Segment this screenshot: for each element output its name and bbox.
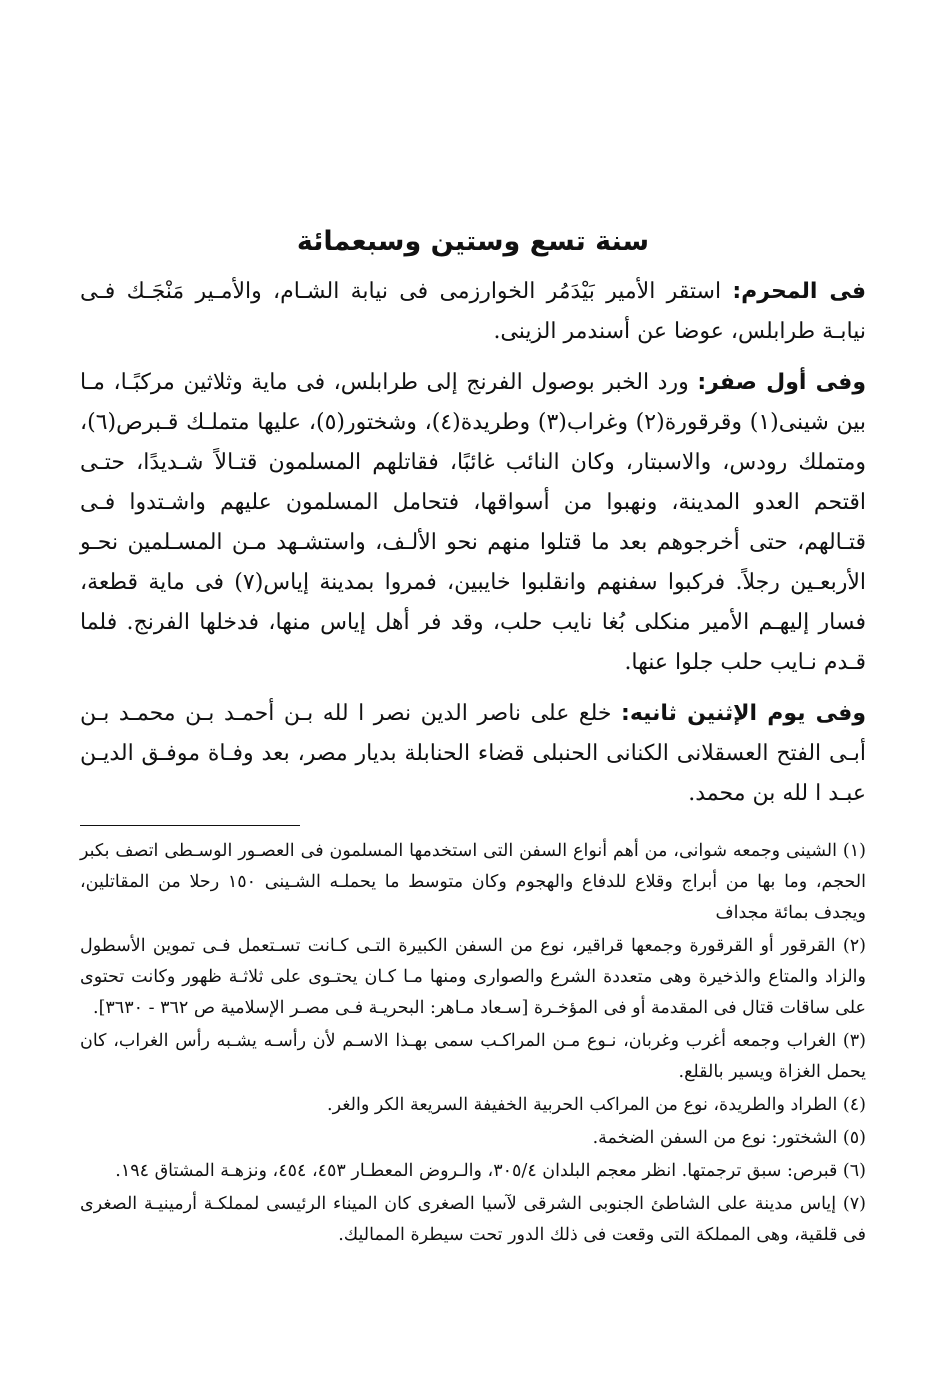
paragraph-text: خلع على ناصر الدين نصر ا لله بـن أحمـد بـن محمـد بـن أبـى الفتح العسقلانى الكنانى الحنبلى قضاء الحنابلة بديار مصر، بعد وفـاة موفـق الديـن عبـد ا لله بن محمد. [80, 701, 866, 806]
footnote-4: (٤) الطراد والطريدة، نوع من المراكب الحربية الخفيفة السريعة الكر والغر. [327, 1095, 866, 1115]
footnote-7: (٧) إياس مدينة على الشاطئ الجنوبى الشرقى لآسيا الصغرى كان الميناء الرئيسى لمملكـة أرمينيـة الصغرى فى قلقية، وهى المملكة التى وقعت فى ذلك الدور تحت سيطرة المماليك. [80, 1194, 866, 1245]
paragraph-lead: وفى يوم الإثنين ثانيه: [621, 701, 866, 726]
paragraph-lead: وفى أول صفر: [697, 370, 866, 395]
footnote-2: (٢) القرقور أو القرقورة وجمعها قراقير، نوع من السفن الكبيرة التـى كـانت تسـتعمل فـى تموين الأسطول والزاد والمتاع والذخيرة وهى متعددة الشرع والصوارى ومنها مـا كـان يحتـوى على ثلاثـة ظهور وكانت تحتوى على ساقات قتال فى المقدمة أو فى المؤخـرة [سـعاد مـاهر: البحريـة فـى مصـر الإسلامية ص ٣٦٢ - ٣٦٣٠]. [80, 936, 866, 1018]
footnotes [80, 836, 866, 1251]
footnote-5: (٥) الشختور: نوع من السفن الضخمة. [592, 1128, 866, 1148]
paragraph-safar [80, 363, 866, 683]
footnote-divider [80, 825, 300, 826]
paragraph-muharram [80, 272, 866, 352]
footnote-3: (٣) الغراب وجمعه أغرب وغربان، نـوع مـن المراكـب سمى بهـذا الاسـم لأن رأسـه يشـبه رأس الغراب، كان يحمل الغزاة ويسير بالقلع. [80, 1031, 866, 1082]
paragraph-text: استقر الأمير بَيْدَمُر الخوارزمى فى نيابة الشـام، والأمـير مَنْجَـك فـى نيابـة طرابلس، عوضا عن أسندمر الزينى. [80, 279, 866, 344]
chapter-heading: سنة تسع وستين وسبعمائة [296, 226, 650, 257]
paragraph-monday [80, 694, 866, 814]
footnote-1: (١) الشينى وجمعه شوانى، من أهم أنواع السفن التى استخدمها المسلمون فى العصـور الوسـطى اتصف بكبر الحجم، وما بها من أبراج وقلاع للدفاع والهجوم وكان متوسط ما يحملـه الشـينى ١٥٠ رحلا من المقاتلين، ويجدف بمائة مجداف [80, 841, 866, 923]
footnote-6: (٦) قبرص: سبق ترجمتها. انظر معجم البلدان ٣٠٥/٤، والـروض المعطـار ٤٥٣، ٤٥٤، ونزهـة المشتاق ١٩٤. [115, 1161, 866, 1181]
paragraph-lead: فى المحرم: [732, 279, 866, 304]
paragraph-text: ورد الخبر بوصول الفرنج إلى طرابلس، فى ماية وثلاثين مركبًـا، مـا بين شينى(١) وقرقورة(٢) وغراب(٣) وطريدة(٤)، وشختور(٥)، عليها متملـك قـبرص(٦)، ومتملك رودس، والاسبتار، وكان النائب غائبًا، فقاتلهم المسلمون قتـالاً شـديدًا، حتـى اقتحم العدو المدينة، ونهبوا من أسواقها، فتحامل المسلمون عليهم واشـتدوا فـى قتـالهم، حتى أخرجوهم بعد ما قتلوا منهم نحو الألـف، واستشـهد مـن المسـلمين نحـو الأربعـين رجلاً. فركبوا سفنهم وانقلبوا خايبين، فمروا بمدينة إياس(٧) فى ماية قطعة، فسار إليهـم الأمير منكلى بُغا نايب حلب، وقد فر أهل إياس منها، فدخلها الفرنج. فلما قـدم نـايب حلب جلوا عنها. [80, 370, 866, 675]
